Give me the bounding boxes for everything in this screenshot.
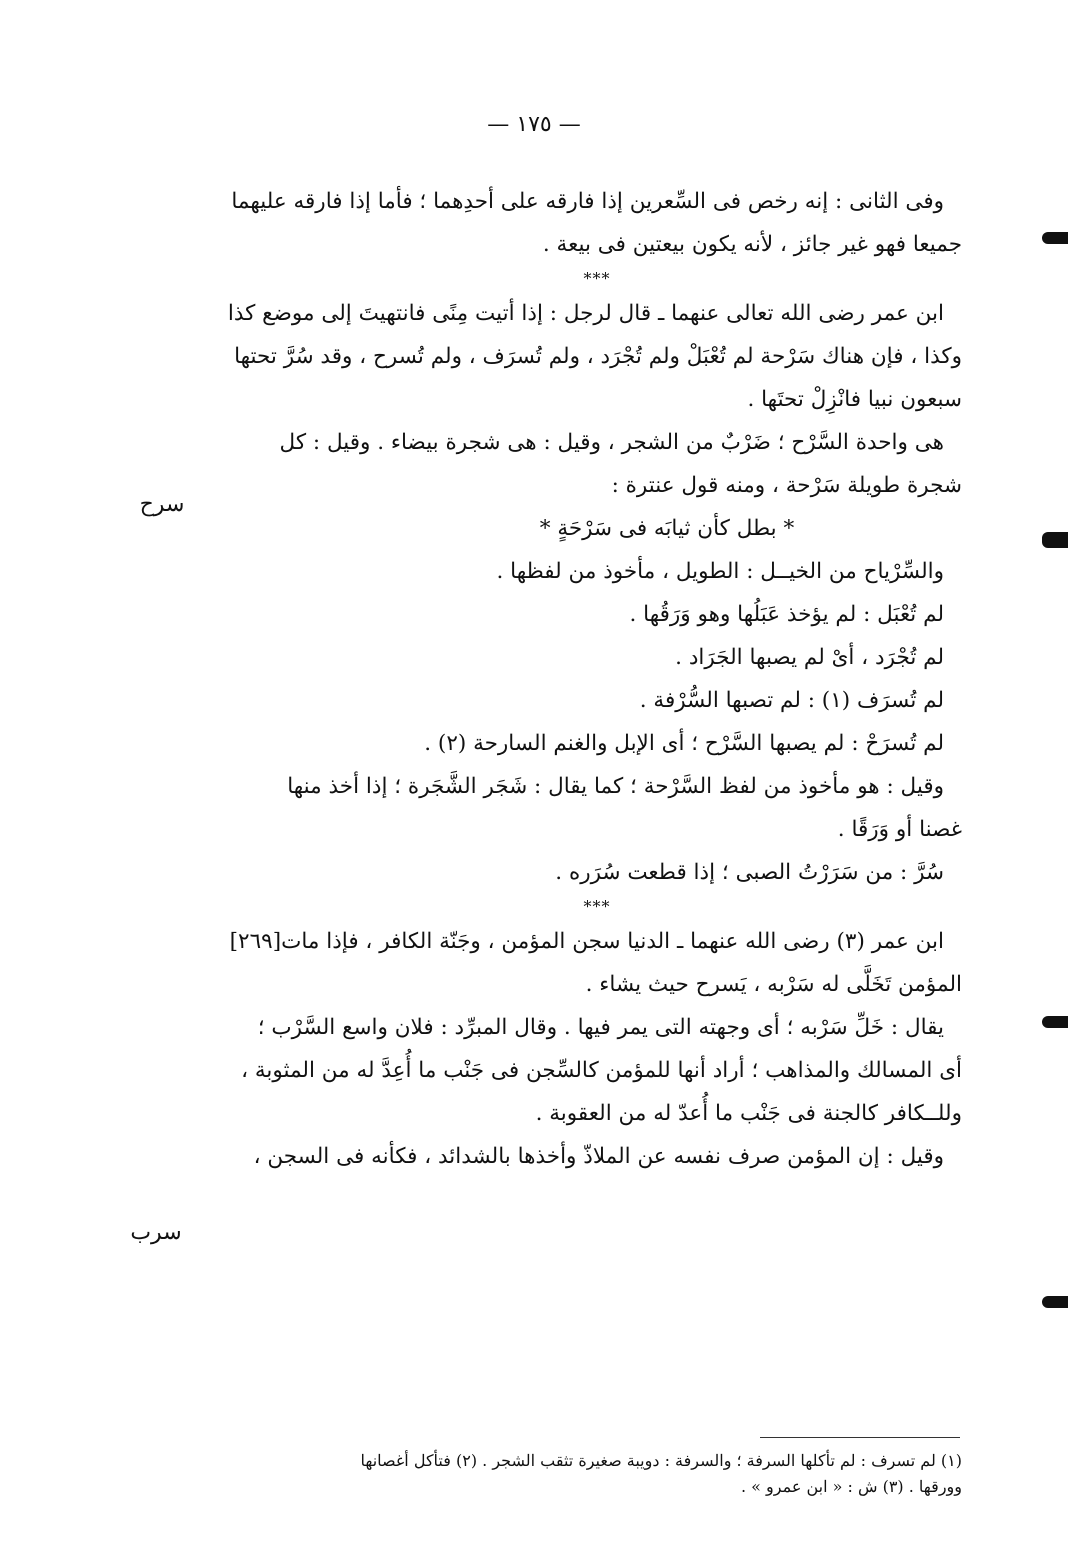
footnotes: [232, 1448, 962, 1500]
verse-line: * بطل كأن ثيابَه فى سَرْحَةٍ *: [539, 516, 795, 541]
text-line: شجرة طويلة سَرْحة ، ومنه قول عنترة :: [611, 473, 962, 498]
edge-mark: [1042, 1296, 1068, 1308]
text-line: وفى الثانى : إنه رخص فى السِّعرين إذا فارقه على أحدِهما ؛ فأما إذا فارقه عليهما: [231, 189, 944, 214]
edge-mark: [1042, 1016, 1068, 1028]
text-line: وقيل : هو مأخوذ من لفظ السَّرْحة ؛ كما يقال : شَجَر الشَّجَرة ؛ إذا أخذ منها: [287, 774, 944, 799]
footnote-line: (١) لم تسرف : لم تأكلها السرفة ؛ والسرفة : دويبة صغيرة تثقب الشجر . (٢) فتأكل أغصانها: [360, 1451, 962, 1470]
text-line: والسِّرْياح من الخيــل : الطويل ، مأخوذ من لفظها .: [496, 559, 944, 584]
text-line: هى واحدة السَّرْح ؛ ضَرْبٌ من الشجر ، وقيل : هى شجرة بيضاء . وقيل : كل: [279, 430, 944, 455]
text-line: وللــكافر كالجنة فى جَنْب ما أُعدّ له من العقوبة .: [535, 1101, 962, 1126]
text-line: يقال : خَلِّ سَرْبه ؛ أى وجهته التى يمر فيها . وقال المبرِّد : فلان واسع السَّرْب ؛: [257, 1015, 944, 1040]
footnote-line: وورقها . (٣) ش : « ابن عمرو » .: [740, 1477, 962, 1496]
text-line: لم تُجْرَد ، أىْ لم يصبها الجَرَاد .: [675, 645, 944, 670]
text-line: ابن عمر رضى الله تعالى عنهما ـ قال لرجل : إذا أتيت مِنًى فانتهيتَ إلى موضع كذا: [227, 301, 944, 326]
text-line: أى المسالك والمذاهب ؛ أراد أنها للمؤمن كالسِّجن فى جَنْب ما أُعِدَّ له من المثوبة ،: [241, 1058, 962, 1083]
edge-mark: [1042, 532, 1068, 548]
main-text: [227, 180, 962, 1178]
text-line: وكذا ، فإن هناك سَرْحة لم تُعْبَلْ ولم تُجْرَد ، ولم تُسرَف ، ولم تُسرح ، وقد سُرَّ تحتها: [234, 344, 962, 369]
footnote-rule: [760, 1437, 960, 1438]
text-line: وقيل : إن المؤمن صرف نفسه عن الملاذّ وأخذها بالشدائد ، فكأنه فى السجن ،: [253, 1144, 944, 1169]
text-line: لم تُسرَحْ : لم يصبها السَّرْح ؛ أى الإبل والغنم السارحة (٢) .: [424, 731, 944, 756]
section-separator: ***: [583, 269, 611, 288]
text-line: ابن عمر (٣) رضى الله عنهما ـ الدنيا سجن المؤمن ، وجَنّة الكافر ، فإذا مات[٢٦٩]: [229, 929, 944, 954]
text-line: سُرَّ : من سَرَرْتُ الصبى ؛ إذا قطعت سُرَره .: [555, 860, 944, 885]
margin-keyword: سرح: [139, 492, 185, 517]
text-line: سبعون نبيا فانْزِلْ تحتَها .: [747, 387, 962, 412]
section-separator: ***: [583, 897, 611, 916]
text-line: المؤمن تَخَلَّى له سَرْبه ، يَسرح حيث يشاء .: [585, 972, 962, 997]
margin-keyword: سرب: [130, 1220, 182, 1245]
text-line: لم تُسرَف (١) : لم تصبها السُّرْفة .: [639, 688, 944, 713]
edge-mark: [1042, 232, 1068, 244]
text-line: لم تُعْبَل : لم يؤخذ عَبَلُها وهو وَرَقُها .: [629, 602, 944, 627]
page-number: — ١٧٥ —: [487, 112, 581, 137]
text-line: غصنا أو وَرَقًا .: [837, 817, 962, 842]
text-line: جميعا فهو غير جائز ، لأنه يكون بيعتين فى بيعة .: [542, 232, 962, 257]
